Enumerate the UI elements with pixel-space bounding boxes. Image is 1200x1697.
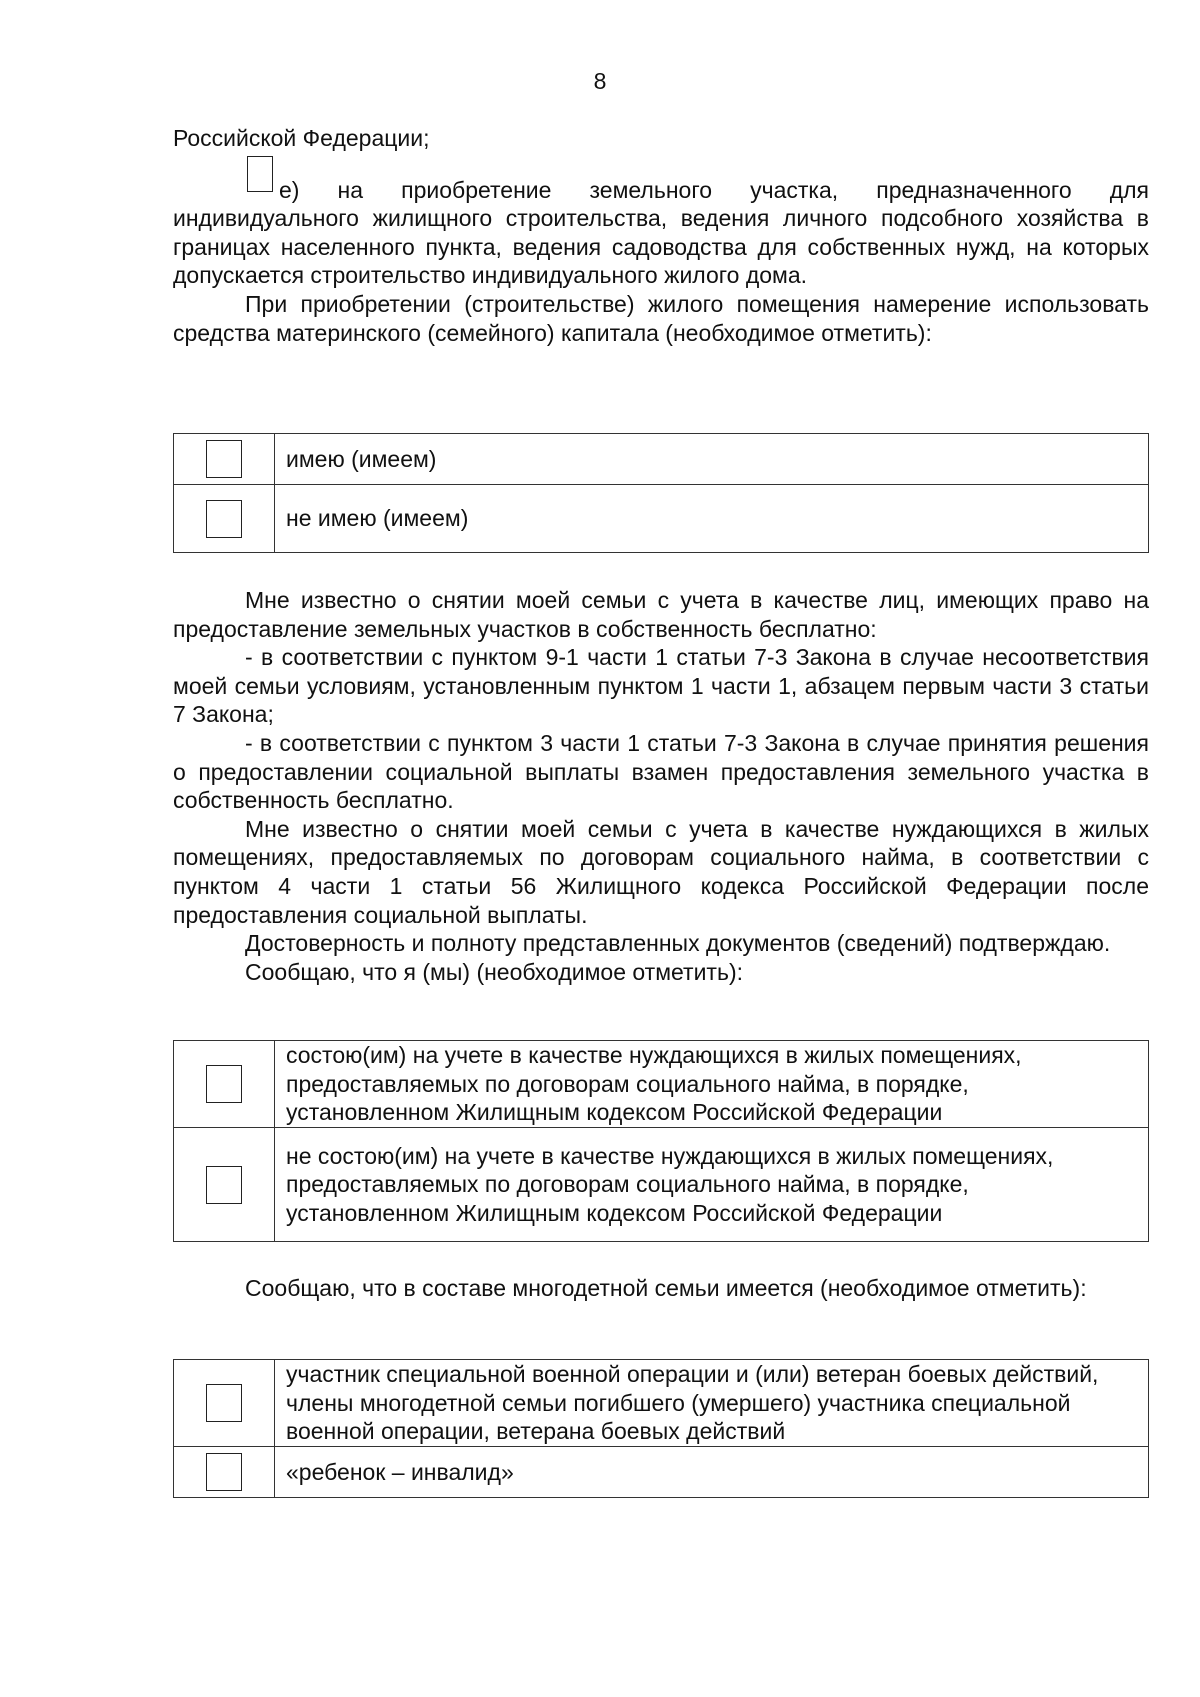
family-disabled-child-checkbox[interactable] xyxy=(206,1453,242,1491)
family-options-table xyxy=(173,1359,1149,1498)
item-e-paragraph xyxy=(173,162,1149,290)
status-registered-checkbox[interactable] xyxy=(206,1065,242,1103)
confirm-paragraph: Достоверность и полноту представленных документов (сведений) подтверждаю. xyxy=(245,930,1111,957)
checkbox-cell xyxy=(174,485,275,553)
intro-section xyxy=(173,124,1149,347)
status-intro: Сообщаю, что я (мы) (необходимое отметить): xyxy=(245,958,743,985)
known-paragraph-1: Мне известно о снятии моей семьи с учета в качестве лиц, имеющих право на предоставление земельных участков в собственность бесплатно: xyxy=(173,587,1149,642)
option-label: не состою(им) на учете в качестве нуждающихся в жилых помещениях, предоставляемых по договорам социального найма, в порядке, установленном Жилищным кодексом Российской Федерации xyxy=(275,1128,1149,1242)
option-label: имею (имеем) xyxy=(275,434,1149,485)
family-section xyxy=(173,1274,1149,1303)
checkbox-cell xyxy=(174,1447,275,1498)
item-e-text: е) на приобретение земельного участка, предназначенного для индивидуального жилищного строительства, ведения личного подсобного хозяйства в границах населенного пункта, ведения садоводства для собственных нужд, на которых допускается строительство индивидуального жилого дома. xyxy=(173,176,1149,289)
intro-line: Российской Федерации; xyxy=(173,125,430,151)
table-row xyxy=(174,1447,1149,1498)
family-svo-participant-checkbox[interactable] xyxy=(206,1384,242,1422)
table-row xyxy=(174,434,1149,485)
checkbox-cell xyxy=(174,1041,275,1128)
option-label: состою(им) на учете в качестве нуждающихся в жилых помещениях, предоставляемых по договорам социального найма, в порядке, установленном Жилищным кодексом Российской Федерации xyxy=(275,1041,1149,1128)
family-intro: Сообщаю, что в составе многодетной семьи имеется (необходимое отметить): xyxy=(245,1275,1087,1301)
option-label: «ребенок – инвалид» xyxy=(275,1447,1149,1498)
intent-paragraph: При приобретении (строительстве) жилого помещения намерение использовать средства материнского (семейного) капитала (необходимое отметить): xyxy=(173,290,1149,346)
intent-have-checkbox[interactable] xyxy=(206,440,242,478)
checkbox-cell xyxy=(174,1360,275,1447)
intent-not-have-checkbox[interactable] xyxy=(206,500,242,538)
notice-section xyxy=(173,586,1149,986)
checkbox-cell xyxy=(174,434,275,485)
page-number: 8 xyxy=(593,68,607,94)
bullet-2: - в соответствии с пунктом 3 части 1 статьи 7-3 Закона в случае принятия решения о предоставлении социальной выплаты взамен предоставления земельного участка в собственность бесплатно. xyxy=(173,729,1149,814)
intent-options-table xyxy=(173,433,1149,553)
item-e-checkbox[interactable] xyxy=(247,156,273,192)
option-label: не имею (имеем) xyxy=(275,485,1149,553)
table-row xyxy=(174,485,1149,553)
table-row xyxy=(174,1128,1149,1242)
table-row xyxy=(174,1041,1149,1128)
table-row xyxy=(174,1360,1149,1447)
known-paragraph-2: Мне известно о снятии моей семьи с учета в качестве нуждающихся в жилых помещениях, предоставляемых по договорам социального найма, в соответствии с пунктом 4 части 1 статьи 56 Жилищного кодекса Российской Федерации после предоставления социальной выплаты. xyxy=(173,815,1149,928)
checkbox-cell xyxy=(174,1128,275,1242)
status-not-registered-checkbox[interactable] xyxy=(206,1166,242,1204)
bullet-1: - в соответствии с пунктом 9-1 части 1 статьи 7-3 Закона в случае несоответствия моей семьи условиям, установленным пунктом 1 части 1, абзацем первым части 3 статьи 7 Закона; xyxy=(173,644,1149,728)
option-label: участник специальной военной операции и (или) ветеран боевых действий, члены многодетной семьи погибшего (умершего) участника специальной военной операции, ветерана боевых действий xyxy=(275,1360,1149,1447)
status-options-table xyxy=(173,1040,1149,1242)
